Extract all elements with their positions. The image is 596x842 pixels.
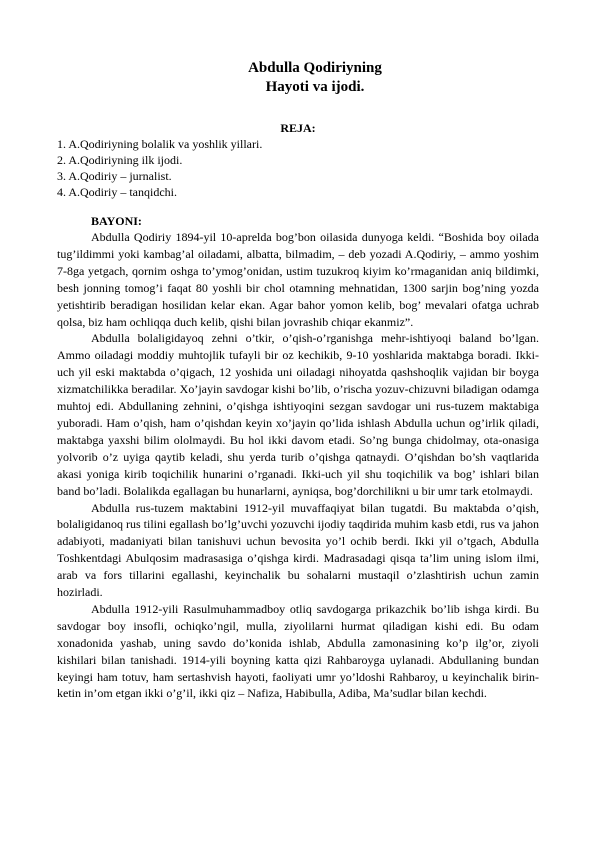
- title-author: Abdulla Qodiriyning: [248, 60, 382, 76]
- plan-list: [57, 136, 537, 200]
- plan-item: 2. A.Qodiriyning ilk ijodi.: [57, 153, 183, 167]
- paragraph: Abdulla 1912-yili Rasulmuhammadboy otliq savdogarga prikazchik bo’lib ishga kirdi. Bu savdogar boy insofli, ochiqko’ngil, mulla, ziyolilarni hurmat qiladigan kishi edi. Bu odam xonadonida yashab, uning savdo do’konida ishlab, Abdulla zamonasining ko’p ilg’or, ziyoli kishilari bilan tanishadi. 1914-yili boyning katta qizi Rahbaroyga uylanadi. Abdullaning bundan keyingi ham totuv, ham sertashvish hayoti, faoliyati umr yo’ldoshi Rahbaroy, u keyinchalik birin-ketin in’om etgan ikki o’g’il, ikki qiz – Nafiza, Habibulla, Adiba, Ma’sudlar bilan kechdi.: [57, 601, 539, 701]
- plan-item: 4. A.Qodiriy – tanqidchi.: [57, 185, 177, 199]
- body-text: [57, 229, 539, 702]
- plan-heading: [0, 121, 596, 136]
- paragraph: Abdulla rus-tuzem maktabini 1912-yil muvaffaqiyat bilan tugatdi. Bu maktabda o’qish, bolaligidanoq rus tilini egallash bo’lg’uvchi yozuvchi ijodiy taqdirida muhim kasb etdi, rus va jahon adabiyoti, madaniyati bilan tanishuvi uchun bevosita yo’l ochib berdi. Ikki yil o’tgach, Abdulla Toshkentdagi Abulqosim madrasasiga o’qishga kirdi. Madrasadagi qisqa ta’lim uning islom ilmi, arab va fors tillarini egallashi, keyinchalik bu sohalarni mustaqil o’zlashtirish uchun zamin hozirladi.: [57, 500, 539, 600]
- plan-heading-text: REJA:: [280, 121, 316, 135]
- paragraph: Abdulla Qodiriy 1894-yil 10-aprelda bog’bon oilasida dunyoga keldi. “Boshida boy oilada tug’ildimmi yoki kambag’al oiladami, albatta, bilmadim, – deb yozadi A.Qodiriy, – ammo yoshim 7-8ga yetgach, qornim oshga to’ymog’onidan, ustim tuzukroq kiyim ko’rmaganidan aniq bildimki, besh jonning tomog’i faqat 80 yoshli bir chol otamning mehnatidan, 1300 sarjin bog’ning yozda yetishtirib beradigan hosilidan kelar ekan. Agar bahor yomon kelib, bog’ mevalari ofatga uchrab qolsa, biz ham ochliqqa duch kelib, qishi bilan jovrashib chiqar ekanmiz”.: [57, 230, 539, 329]
- title-subject: Hayoti va ijodi.: [265, 79, 365, 95]
- paragraph: Abdulla bolaligidayoq zehni o’tkir, o’qish-o’rganishga mehr-ishtiyoqi baland bo’lgan. Ammo oiladagi moddiy muhtojlik tufayli bir oz kechikib, 9-10 yoshlarida maktabga boradi. Ikki-uch yil eski maktabda o’qigach, 12 yoshida uni oiladagi nihoyatda qashshoqlik vajidan bir boyga xizmatchilikka beradilar. Xo’jayin savdogar kishi bo’lib, o’rischa yozuv-chizuvni biladigan odamga muhtoj edi. Abdullaning zehnini, o’qishga ishtiyoqini sezgan savdogar uni rus-tuzem maktabiga yuboradi. Ham o’qish, ham o’qishdan keyin xo’jayin qo’lida ishlash Abdulla uchun og’irlik qiladi, maktabga yaxshi bilim ololmaydi. Bu hol ikki davom etadi. So’ng bunga chidolmay, ota-onasiga yolvorib o’z uyiga qaytib keladi, shu yerda turib o’qishga qatnaydi. O’qishdan bo’sh vaqtlarida akasi yoniga kirib toqichilik hunarini o’rganadi. Ikki-uch yil shu toqichilik va bog’ ishlari bilan band bo’ladi. Bolalikda egallagan bu hunarlarni, ayniqsa, bog’dorchilikni u bir umr tark etolmaydi.: [57, 331, 539, 498]
- plan-item: 3. A.Qodiriy – jurnalist.: [57, 169, 172, 183]
- section-heading: BAYONI:: [91, 214, 142, 228]
- plan-item: 1. A.Qodiriyning bolalik va yoshlik yillari.: [57, 137, 263, 151]
